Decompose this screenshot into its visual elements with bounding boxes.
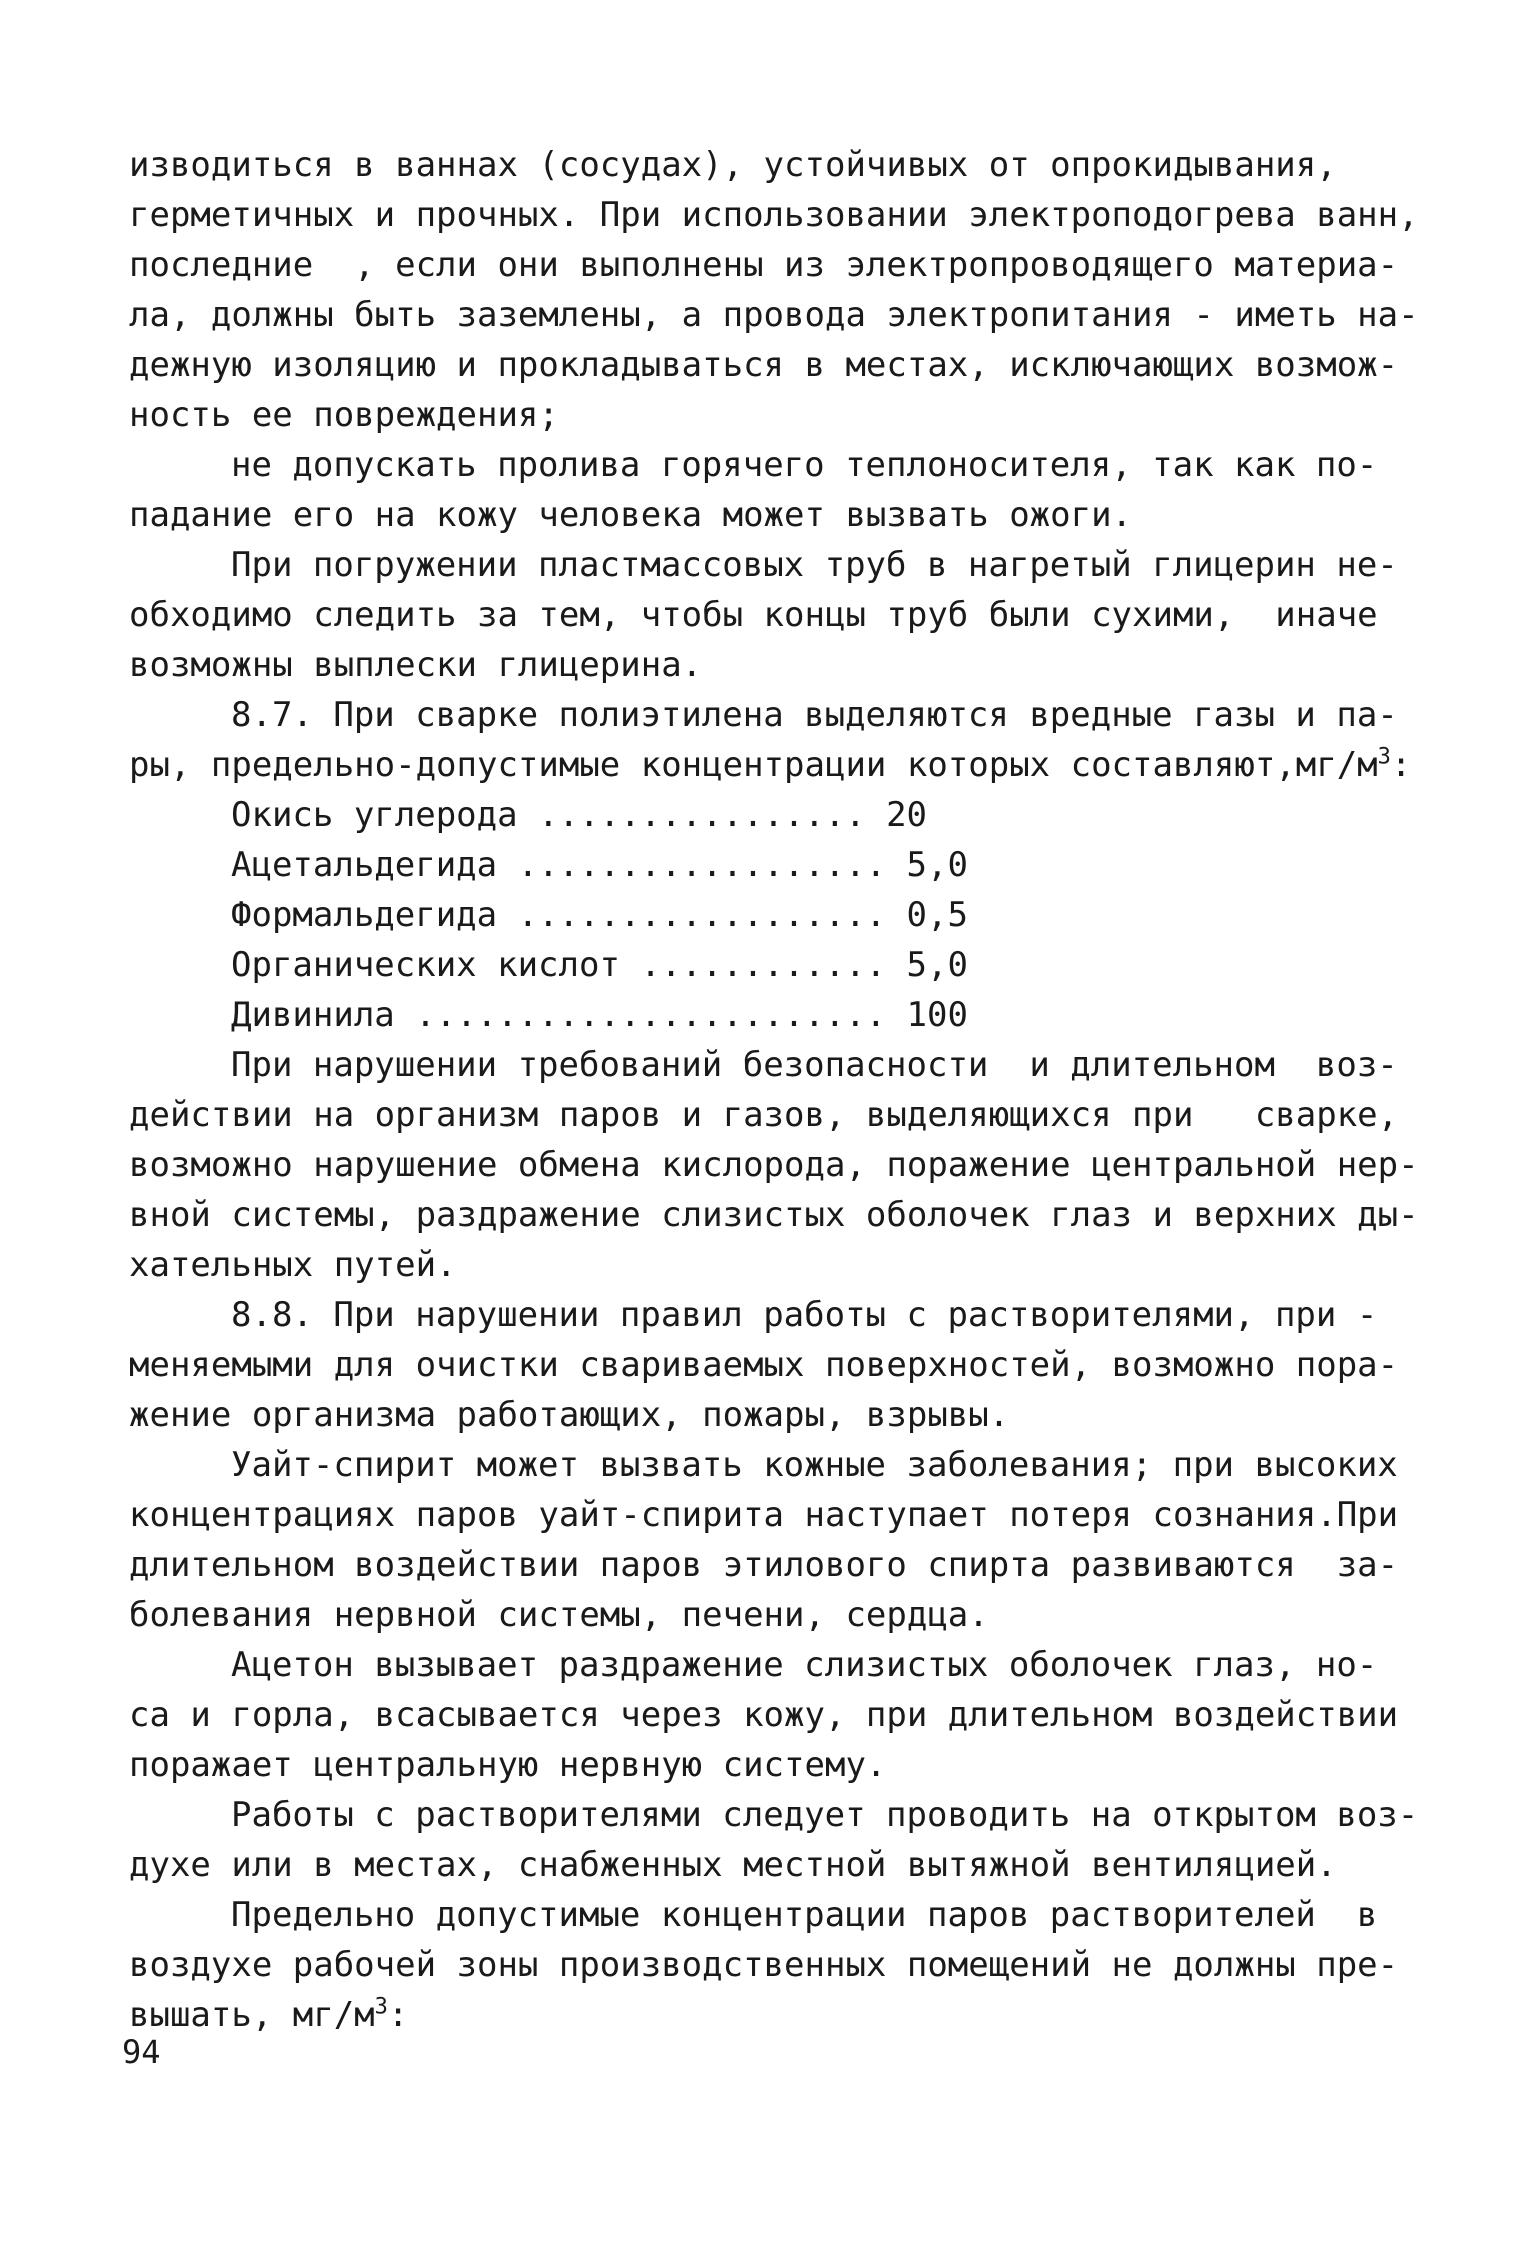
- text-line: Ацетон вызывает раздражение слизистых оболочек глаз, но-: [231, 1645, 1378, 1685]
- concentration-row: [129, 790, 1429, 840]
- concentration-value: 20: [886, 795, 928, 835]
- leader-dots: .......................: [415, 995, 887, 1035]
- text-span: вышать, мг/м: [129, 1995, 375, 2035]
- text-line: При погружении пластмассовых труб в нагретый глицерин не-: [231, 545, 1398, 585]
- leader-dots: ............: [640, 945, 887, 985]
- text-span: :: [1390, 745, 1412, 785]
- substance-name: Дивинила: [231, 995, 395, 1035]
- text-line: дежную изоляцию и прокладываться в местах, исключающих возмож-: [129, 345, 1399, 385]
- text-line: ла, должны быть заземлены, а провода электропитания - иметь на-: [129, 295, 1419, 335]
- concentration-row: [129, 890, 1429, 940]
- page-number: 94: [122, 2033, 161, 2071]
- text-line: духе или в местах, снабженных местной вытяжной вентиляцией.: [129, 1845, 1337, 1885]
- concentration-row: [129, 940, 1429, 990]
- text-line: изводиться в ваннах (сосудах), устойчивых от опрокидывания,: [129, 145, 1337, 185]
- concentration-value: 5,0: [906, 845, 968, 885]
- text-line: возможны выплески глицерина.: [129, 645, 703, 685]
- text-line: болевания нервной системы, печени, сердца.: [129, 1595, 989, 1635]
- text-line: меняемыми для очистки свариваемых поверхностей, возможно пора-: [129, 1345, 1399, 1385]
- leader-dots: ..................: [517, 845, 887, 885]
- section-8-7-line: 8.7. При сварке полиэтилена выделяются вредные газы и па-: [231, 695, 1398, 735]
- superscript: 3: [1377, 744, 1391, 770]
- text-line: Уайт-спирит может вызвать кожные заболевания; при высоких: [231, 1445, 1398, 1485]
- text-line: жение организма работающих, пожары, взрывы.: [129, 1395, 1010, 1435]
- text-span: ры, предельно-допустимые концентрации которых составляют,мг/м: [129, 745, 1378, 785]
- substance-name: Ацетальдегида: [231, 845, 498, 885]
- text-line: [129, 740, 1429, 790]
- concentration-row: [129, 990, 1429, 1040]
- concentration-row: [129, 840, 1429, 890]
- substance-name: Формальдегида: [231, 895, 498, 935]
- text-line: обходимо следить за тем, чтобы концы труб были сухими, иначе: [129, 595, 1378, 635]
- concentration-value: 100: [906, 995, 968, 1035]
- text-line: Предельно допустимые концентрации паров растворителей в: [231, 1895, 1378, 1935]
- text-line: последние , если они выполнены из электропроводящего материа-: [129, 245, 1399, 285]
- text-line: возможно нарушение обмена кислорода, поражение центральной нер-: [129, 1145, 1419, 1185]
- leader-dots: ..................: [517, 895, 887, 935]
- text-line: падание его на кожу человека может вызвать ожоги.: [129, 495, 1133, 535]
- text-line: длительном воздействии паров этилового спирта развиваются за-: [129, 1545, 1399, 1585]
- text-line: хательных путей.: [129, 1245, 457, 1285]
- text-line: [129, 1990, 1429, 2040]
- leader-dots: ................: [538, 795, 866, 835]
- text-line: действии на организм паров и газов, выделяющихся при сварке,: [129, 1095, 1399, 1135]
- superscript: 3: [374, 1994, 388, 2020]
- section-8-8-line: 8.8. При нарушении правил работы с растворителями, при -: [231, 1295, 1378, 1335]
- text-line: воздухе рабочей зоны производственных помещений не должны пре-: [129, 1945, 1399, 1985]
- substance-name: Органических кислот: [231, 945, 620, 985]
- concentration-value: 0,5: [906, 895, 968, 935]
- text-line: ность ее повреждения;: [129, 395, 559, 435]
- substance-name: Окись углерода: [231, 795, 518, 835]
- text-span: :: [387, 1995, 409, 2035]
- body-text: [129, 140, 1429, 2040]
- text-line: Работы с растворителями следует проводить на открытом воз-: [231, 1795, 1419, 1835]
- text-line: концентрациях паров уайт-спирита наступает потеря сознания.При: [129, 1495, 1399, 1535]
- text-line: При нарушении требований безопасности и длительном воз-: [231, 1045, 1398, 1085]
- text-line: вной системы, раздражение слизистых оболочек глаз и верхних ды-: [129, 1195, 1419, 1235]
- text-line: са и горла, всасывается через кожу, при длительном воздействии: [129, 1695, 1399, 1735]
- text-line: не допускать пролива горячего теплоносителя, так как по-: [231, 445, 1378, 485]
- text-line: герметичных и прочных. При использовании электроподогрева ванн,: [129, 195, 1419, 235]
- concentration-value: 5,0: [906, 945, 968, 985]
- text-line: поражает центральную нервную систему.: [129, 1745, 887, 1785]
